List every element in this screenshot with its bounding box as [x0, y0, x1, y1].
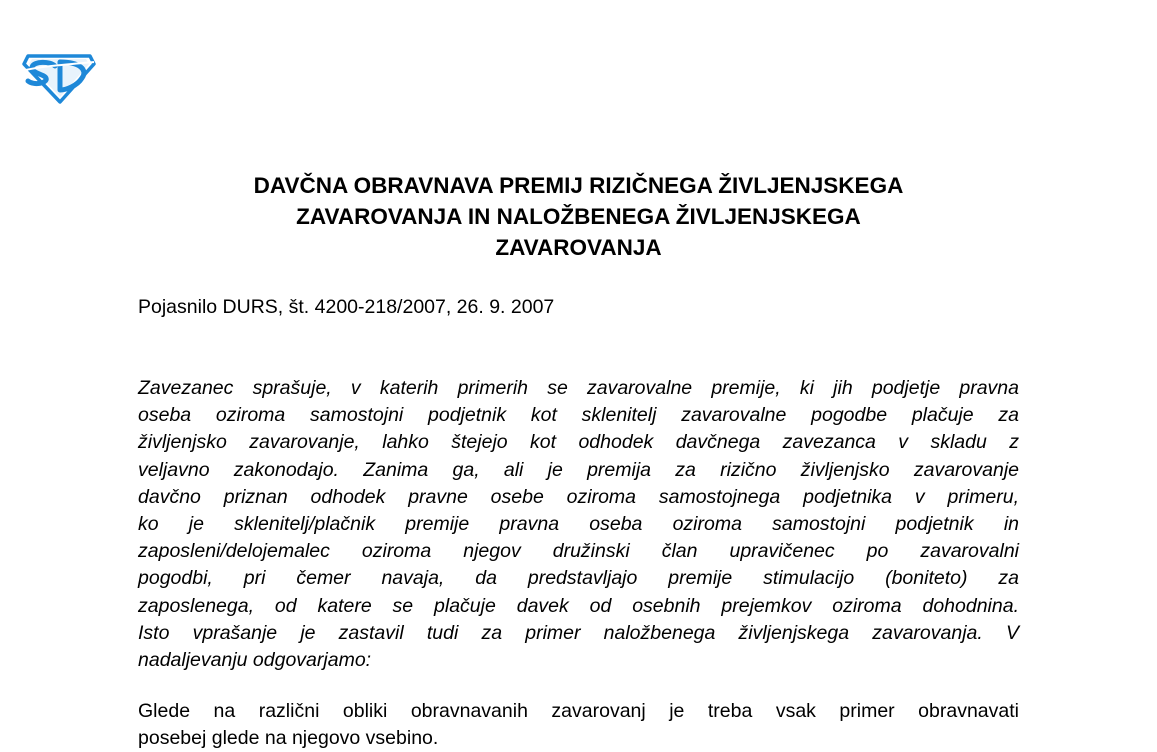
question-line: oseba oziroma samostojni podjetnik kot sklenitelj zavarovalne pogodbe plačuje za — [138, 404, 1019, 427]
question-line: davčno priznan odhodek pravne osebe oziroma samostojnega podjetnika v primeru, — [138, 485, 1019, 508]
title-line: ZAVAROVANJA IN NALOŽBENEGA ŽIVLJENJSKEGA — [296, 204, 861, 229]
question-line: zaposleni/delojemalec oziroma njegov družinski član upravičenec po zavarovalni — [138, 540, 1019, 563]
title-line: ZAVAROVANJA — [495, 235, 662, 260]
question-line: veljavno zakonodajo. Zanima ga, ali je premija za rizično življenjsko zavarovanje — [138, 458, 1019, 481]
title-line: DAVČNA OBRAVNAVA PREMIJ RIZIČNEGA ŽIVLJENJSKEGA — [253, 173, 904, 198]
answer-line: Glede na različni obliki obravnavanih zavarovanj je treba vsak primer obravnavati — [138, 700, 1019, 722]
sd-diamond-logo-icon — [22, 48, 96, 104]
answer-paragraph — [138, 698, 1019, 752]
question-line: ko je sklenitelj/plačnik premije pravna oseba oziroma samostojni podjetnik in — [138, 513, 1019, 536]
question-line: življenjsko zavarovanje, lahko štejejo kot odhodek davčnega zavezanca v skladu z — [138, 431, 1019, 454]
document-title — [138, 170, 1019, 263]
question-line: pogodbi, pri čemer navaja, da predstavljajo premije stimulacijo (boniteto) za — [138, 567, 1019, 590]
question-line: zaposlenega, od katere se plačuje davek od osebnih prejemkov oziroma dohodnina. — [138, 594, 1019, 617]
document-reference: Pojasnilo DURS, št. 4200-218/2007, 26. 9. 2007 — [138, 296, 555, 318]
answer-line: posebej glede na njegovo vsebino. — [138, 727, 439, 750]
question-paragraph — [138, 375, 1019, 674]
company-logo — [22, 48, 96, 104]
question-line: nadaljevanju odgovarjamo: — [138, 649, 372, 672]
question-line: Zavezanec sprašuje, v katerih primerih se zavarovalne premije, ki jih podjetje pravna — [138, 377, 1019, 399]
question-line: Isto vprašanje je zastavil tudi za primer naložbenega življenjskega zavarovanja. V — [138, 621, 1019, 644]
